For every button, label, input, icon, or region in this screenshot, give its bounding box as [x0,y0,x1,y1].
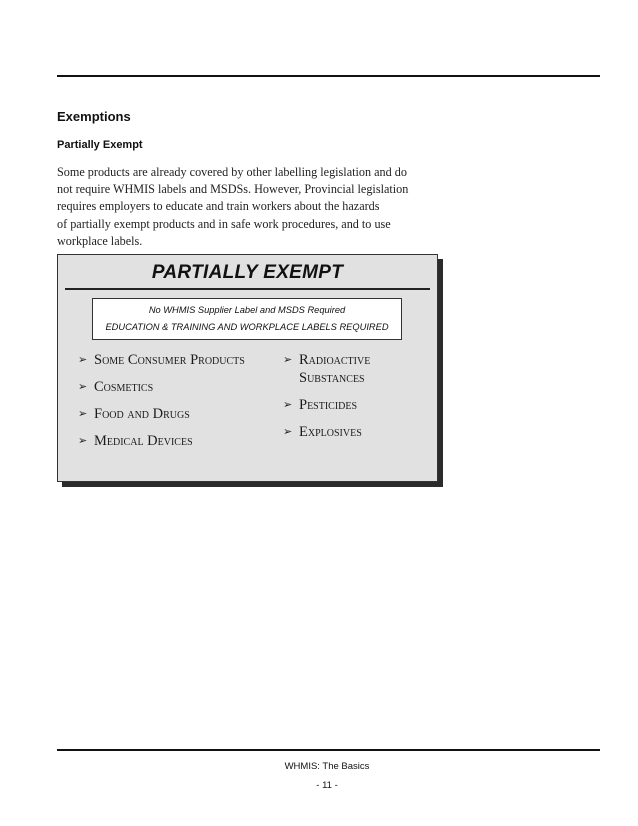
paragraph-line: Some products are already covered by other labelling legislation and do [57,165,407,179]
list-item [70,351,260,369]
list-item [275,351,425,387]
arrow-bullet-icon: ➢ [78,380,88,393]
paragraph-line: of partially exempt products and in safe work procedures, and to use [57,216,391,231]
footer-rule [57,749,600,751]
item-label: Cosmetics [94,379,154,395]
page-number: - 11 - [316,780,338,791]
notice-line-not-required: No WHMIS Supplier Label and MSDS Required [148,305,346,315]
item-label: Explosives [299,424,362,440]
exempt-list-left [70,351,260,459]
header-rule [57,75,600,77]
arrow-bullet-icon: ➢ [78,434,88,447]
list-item [275,396,425,414]
item-label: Radioactive Substances [299,352,371,386]
section-title: Exemptions [57,109,131,124]
arrow-bullet-icon: ➢ [78,407,88,420]
paragraph-line: requires employers to educate and train workers about the hazards [57,199,380,214]
paragraph-line: not require WHMIS labels and MSDSs. However, Provincial legislation [57,182,409,197]
requirements-notice [92,298,402,340]
paragraph-line: workplace labels. [57,233,143,248]
list-item [70,378,260,396]
box-title: PARTIALLY EXEMPT [151,262,344,283]
arrow-bullet-icon: ➢ [283,425,293,438]
item-label: Food and Drugs [94,406,190,422]
item-label: Medical Devices [94,433,193,449]
list-item [70,432,260,450]
list-item [275,423,425,441]
box-title-rule [65,288,430,290]
arrow-bullet-icon: ➢ [283,353,293,366]
list-item [70,405,260,423]
notice-line-required: EDUCATION & TRAINING AND WORKPLACE LABELS REQUIRED [105,322,389,332]
subsection-title: Partially Exempt [57,139,143,151]
arrow-bullet-icon: ➢ [283,398,293,411]
body-paragraph [57,164,457,250]
item-label: Some Consumer Products [94,352,245,368]
arrow-bullet-icon: ➢ [78,353,88,366]
item-label: Pesticides [299,397,358,413]
exempt-list-right [275,351,425,450]
footer-title: WHMIS: The Basics [284,761,370,772]
partially-exempt-box [57,254,438,482]
